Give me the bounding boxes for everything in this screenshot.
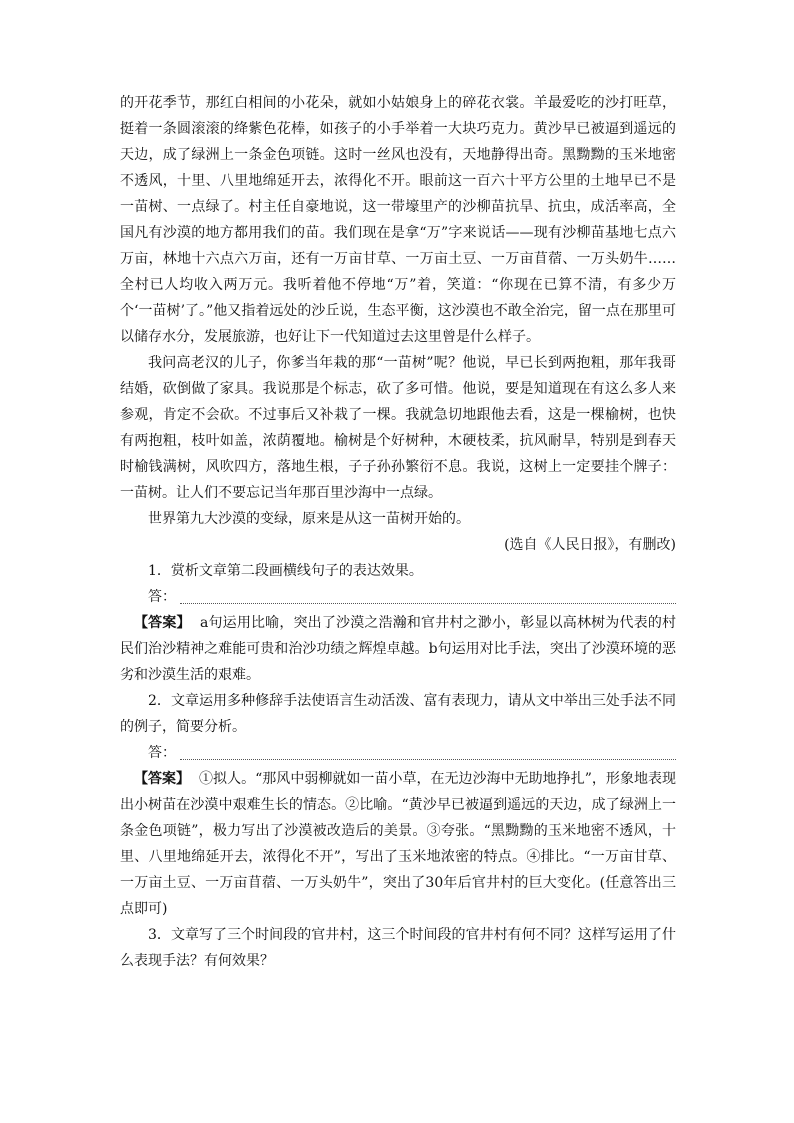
answer-key-text-2: ①拟人。“那风中弱柳就如一苗小草，在无边沙海中无助地挣扎”，形象地表现出小树苗在沙漠中艰难生长的情态。②比喻。“黄沙早已被逼到遥远的天边，成了绿洲上一条金色项链”，极力写出了沙漠被改造后的美景。③夸张。“黑黝黝的玉米地密不透风，十里、八里地绵延开去，浓得化不开”，写出了玉米地浓密的特点。④排比。“一万亩甘草、一万亩土豆、一万亩苜蓿、一万头奶牛”，突出了30年后官井村的巨大变化。(任意答出三点即可) bbox=[120, 771, 677, 917]
answer-key-label-2: 【答案】 bbox=[134, 771, 191, 787]
answer-key-label-1: 【答案】 bbox=[134, 615, 191, 631]
answer-blank-2 bbox=[180, 758, 676, 760]
answer-label-1: 答： bbox=[148, 589, 176, 605]
passage-paragraph-1: 的开花季节，那红白相间的小花朵，就如小姑娘身上的碎花衣裳。羊最爱吃的沙打旺草，挺着一条圆滚滚的绛紫色花棒，如孩子的小手举着一大块巧克力。黄沙早已被逼到遥远的天边，成了绿洲上一条金色项链。这时一丝风也没有，天地静得出奇。黑黝黝的玉米地密不透风，十里、八里地绵延开去，浓得化不开。眼前这一百六十平方公里的土地早已不是一苗树、一点绿了。村主任自豪地说，这一带壕里产的沙柳苗抗旱、抗虫，成活率高，全国凡有沙漠的地方都用我们的苗。我们现在是拿“万”字来说话——现有沙柳苗基地七点六万亩，林地十六点六万亩，还有一万亩甘草、一万亩土豆、一万亩苜蓿、一万头奶牛……全村已人均收入两万元。我听着他不停地“万”着，笑道：“你现在已算不清，有多少万个‘一苗树’了。”他又指着远处的沙丘说，生态平衡，这沙漠也不敢全治完，留一点在那里可以储存水分，发展旅游，也好让下一代知道过去这里曾是什么样子。 bbox=[120, 95, 676, 345]
question-3: 3．文章写了三个时间段的官井村，这三个时间段的官井村有何不同？这样写运用了什么表现手法？有何效果？ bbox=[120, 927, 676, 969]
answer-key-text-1: a句运用比喻，突出了沙漠之浩瀚和官井村之渺小，彰显以高林树为代表的村民们治沙精神之难能可贵和治沙功绩之辉煌卓越。b句运用对比手法，突出了沙漠环境的恶劣和沙漠生活的艰难。 bbox=[120, 615, 676, 683]
answer-line-2[interactable] bbox=[148, 740, 676, 766]
question-1: 1．赏析文章第二段画横线句子的表达效果。 bbox=[148, 563, 423, 579]
document-content bbox=[120, 90, 676, 974]
passage-paragraph-3: 世界第九大沙漠的变绿，原来是从这一苗树开始的。 bbox=[148, 511, 470, 527]
answer-key-2 bbox=[120, 766, 676, 922]
answer-blank-1 bbox=[180, 602, 676, 604]
answer-label-2: 答： bbox=[148, 745, 176, 761]
answer-line-1[interactable] bbox=[148, 584, 676, 610]
answer-key-1 bbox=[120, 610, 676, 688]
passage-source: (选自《人民日报》，有删改) bbox=[504, 537, 676, 553]
passage-paragraph-2: 我问高老汉的儿子，你爹当年栽的那“一苗树”呢？他说，早已长到两抱粗，那年我哥结婚，砍倒做了家具。我说那是个标志，砍了多可惜。他说，要是知道现在有这么多人来参观，肯定不会砍。不过事后又补栽了一棵。我就急切地跟他去看，这是一棵榆树，也快有两抱粗，枝叶如盖，浓荫覆地。榆树是个好树种，木硬枝柔，抗风耐旱，特别是到春天时榆钱满树，风吹四方，落地生根，子子孙孙繁衍不息。我说，这树上一定要挂个牌子：一苗树。让人们不要忘记当年那百里沙海中一点绿。 bbox=[120, 355, 676, 501]
question-2: 2．文章运用多种修辞手法使语言生动活泼、富有表现力，请从文中举出三处手法不同的例子，简要分析。 bbox=[120, 693, 676, 735]
